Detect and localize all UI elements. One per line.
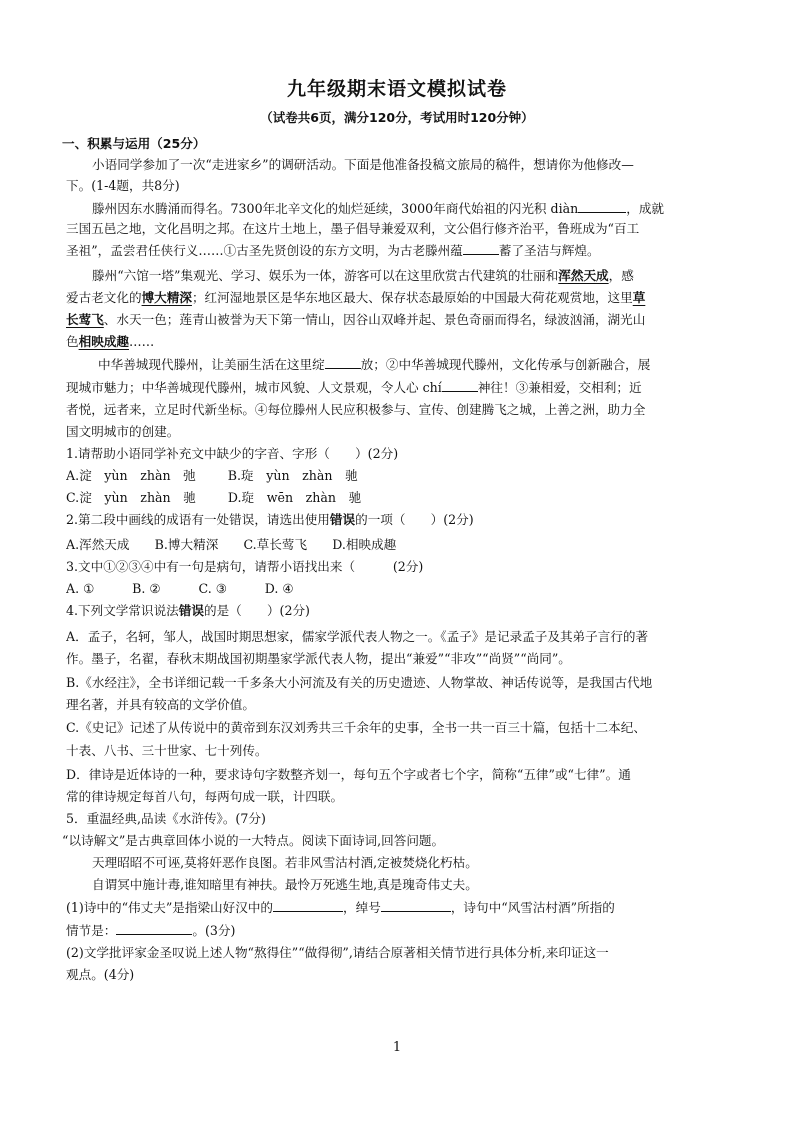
para3-line-2: 现城市魅力；中华善城现代滕州，城市风貌、人文景观，令人心 chí 神往！③兼相爱，交相利；近 [66,380,642,395]
underlined-idiom: 长莺飞 [66,312,104,327]
question-1-options-row-2 [66,490,746,506]
para1-line-1: 滕州因东水腾涌而得名。7300年北辛文化的灿烂延续，3000年商代始祖的闪光积 diàn ，成就 [92,201,664,216]
question-5-sub-1-line-2: 情节是： 。(3分) [66,923,236,938]
question-5-sub-2-line-2: 观点。(4分) [66,967,135,982]
question-4-option-c-line-1[interactable]: C.《史记》记述了从传说中的黄帝到东汉刘秀共三千余年的史事，全书一共一百三十篇，包括十二本纪、 [66,720,646,735]
option-c[interactable]: C.淀 yùn zhàn 驰 [66,490,196,505]
option-d[interactable]: D.琁 wēn zhàn 驰 [227,490,362,505]
underlined-idiom: 博大精深 [141,290,192,305]
question-4-option-c-line-2: 十表、八书、三十世家、七十列传。 [66,743,268,758]
underlined-idiom: 相映成趣 [78,334,129,349]
para1-line-2: 三国五邑之地，文化昌明之邦。在这片土地上，墨子倡导兼爱双利，文公倡行修齐治平，鲁班成为“百工 [66,221,640,236]
underlined-idiom: 草 [632,290,646,305]
question-4-stem: 4.下列文学常识说法错误的是（ ）(2分) [66,603,310,618]
para2-line-1: 滕州“六馆一塔”集观光、学习、娱乐为一体，游客可以在这里欣赏古代建筑的壮丽和浑然天成，感 [92,268,634,283]
option-a[interactable]: A.淀 yùn zhàn 弛 [66,468,196,483]
section-heading: 一、积累与运用（25分） [62,136,206,151]
para2-line-4: 色相映成趣…… [66,334,155,349]
underlined-idiom: 浑然天成 [558,268,609,283]
question-3-stem: 3.文中①②③④中有一句是病句，请帮小语找出来（ (2分) [66,559,424,574]
question-1-options-row-1 [66,468,746,484]
poem-line-2: 自谓冥中施计毒,谁知暗里有神扶。最怜万死逃生地,真是瑰奇伟丈夫。 [92,877,478,892]
question-4-option-d-line-1[interactable]: D．律诗是近体诗的一种，要求诗句字数整齐划一，每句五个字或者七个字，简称“五律”或“七律”。通 [66,767,631,782]
answer-blank[interactable] [381,899,451,912]
question-2-stem: 2.第二段中画线的成语有一处错误，请选出使用错误的一项（ ）(2分) [66,512,474,527]
fill-blank[interactable] [442,379,478,392]
answer-blank[interactable] [273,899,343,912]
question-2-options[interactable]: A.浑然天成 B.博大精深 C.草长莺飞 D.相映成趣 [66,537,397,552]
question-4-option-a-line-1[interactable]: A．孟子，名轲，邹人，战国时期思想家，儒家学派代表人物之一。《孟子》是记录孟子及其弟子言行的著 [66,629,649,644]
question-5-stem: 5．重温经典,品读《水浒传》。(7分) [66,811,266,826]
para2-line-3: 长莺飞、水天一色；莲青山被誉为天下第一情山，因谷山双峰并起、景色奇丽而得名，绿波汹涌，湖光山 [66,312,646,327]
question-4-option-b-line-1[interactable]: B.《水经注》，全书详细记载一千多条大小河流及有关的历史遗迹、人物掌故、神话传说等，是我国古代地 [66,675,653,690]
fill-blank[interactable] [463,242,499,255]
para3-line-4: 国文明城市的创建。 [66,424,180,439]
question-1-stem: 1.请帮助小语同学补充文中缺少的字音、字形（ ）(2分) [66,446,399,461]
intro-line-1: 小语同学参加了一次“走进家乡”的调研活动。下面是他准备投稿文旅局的稿件，想请你为他修改— [92,157,634,172]
option-b[interactable]: B.琁 yùn zhàn 驰 [227,468,358,483]
answer-blank[interactable] [116,922,192,935]
question-3-options[interactable]: A. ① B. ② C. ③ D. ④ [66,581,294,596]
para3-line-1: 中华善城现代滕州，让美丽生活在这里绽 放；②中华善城现代滕州，文化传承与创新融合，展 [98,357,651,372]
para1-line-3: 圣祖”，孟尝君任侠行义……①古圣先贤创设的东方文明，为古老滕州蕴 蓄了圣洁与辉煌。 [66,243,600,258]
question-5-intro: “以诗解文”是古典章回体小说的一大特点。阅读下面诗词,回答问题。 [62,833,445,848]
poem-line-1: 天理昭昭不可诬,莫将奸恶作良图。若非风雪沽村酒,定被焚烧化朽枯。 [92,855,478,870]
exam-info: （试卷共6页，满分120分，考试用时120分钟） [260,110,534,125]
question-5-sub-2-line-1: (2)文学批评家金圣叹说上述人物“熬得住”“做得彻”,请结合原著相关情节进行具体分析,来印证这一 [66,945,609,960]
intro-line-2: 下。(1-4题，共8分) [66,178,180,193]
page-number: 1 [392,1040,402,1055]
fill-blank[interactable] [578,200,626,213]
para2-line-2: 爱古老文化的博大精深；红河湿地景区是华东地区最大、保存状态最原始的中国最大荷花观赏地，这里草 [66,290,646,305]
fill-blank[interactable] [325,356,361,369]
question-4-option-d-line-2: 常的律诗规定每首八句，每两句成一联，计四联。 [66,789,344,804]
page-title: 九年级期末语文模拟试卷 [286,78,507,100]
question-4-option-b-line-2: 理名著，并具有较高的文学价值。 [66,697,255,712]
question-5-sub-1-line-1: (1)诗中的“伟丈夫”是指梁山好汉中的 ，绰号 ，诗句中“风雪沽村酒”所指的 [66,900,615,915]
para3-line-3: 者悦，远者来，立足时代新坐标。④每位滕州人民应积极参与、宣传、创建腾飞之城，上善之洲，助力全 [66,402,646,417]
question-4-option-a-line-2: 作。墨子，名翟，春秋末期战国初期墨家学派代表人物，提出“兼爱”“非攻”“尚贤”“尚同”。 [66,651,571,666]
